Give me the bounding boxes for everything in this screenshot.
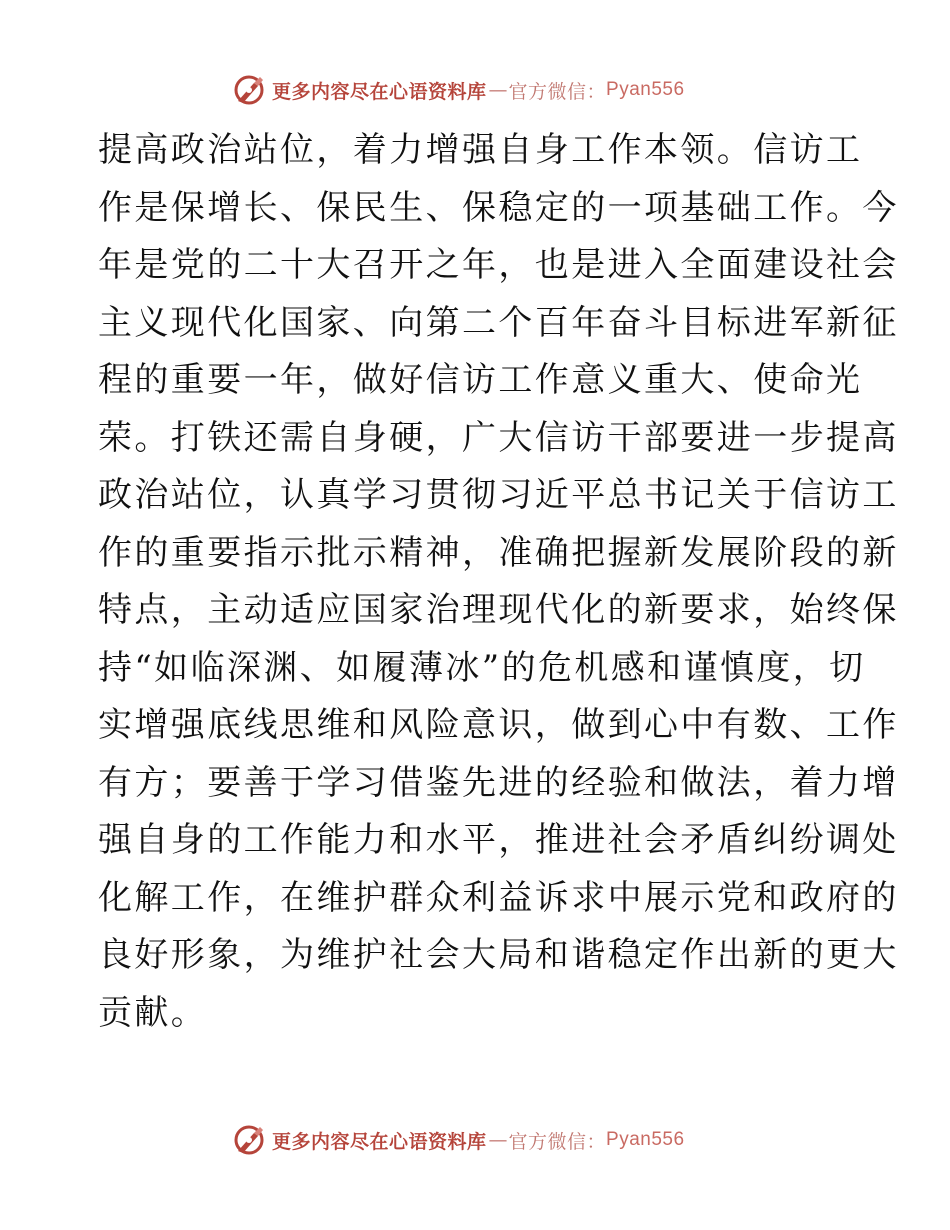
banner-site-name: 更多内容尽在心语资料库	[272, 1130, 487, 1153]
banner-official-label: 官方微信：	[508, 80, 607, 103]
body-line: 有方；要善于学习借鉴先进的经验和做法，着力增	[98, 762, 899, 803]
banner-wechat-id: Pyan556	[606, 79, 685, 100]
body-line: 持“如临深渊、如履薄冰”的危机感和谨慎度，切	[98, 647, 866, 688]
body-line: 化解工作，在维护群众利益诉求中展示党和政府的	[98, 877, 899, 918]
body-line: 贡献。	[98, 992, 208, 1033]
banner-dash: —	[488, 1129, 507, 1151]
banner-dash: —	[488, 79, 507, 101]
body-line: 作是保增长、保民生、保稳定的一项基础工作。今	[98, 187, 899, 228]
header-banner	[232, 72, 685, 108]
body-line: 主义现代化国家、向第二个百年奋斗目标进军新征	[98, 302, 899, 343]
banner-text	[272, 1127, 685, 1154]
body-line: 政治站位，认真学习贯彻习近平总书记关于信访工	[98, 475, 899, 515]
banner-official-label: 官方微信：	[508, 1130, 607, 1153]
body-line: 良好形象，为维护社会大局和谐稳定作出新的更大	[98, 935, 899, 975]
footer-banner	[232, 1122, 685, 1158]
body-line: 年是党的二十大召开之年，也是进入全面建设社会	[98, 245, 899, 285]
body-line: 作的重要指示批示精神，准确把握新发展阶段的新	[98, 532, 899, 573]
body-line: 荣。打铁还需自身硬，广大信访干部要进一步提高	[98, 417, 899, 458]
banner-wechat-id: Pyan556	[606, 1129, 685, 1150]
body-line: 程的重要一年，做好信访工作意义重大、使命光	[98, 360, 863, 400]
banner-site-name: 更多内容尽在心语资料库	[272, 80, 487, 103]
pen-circle-logo-icon	[232, 73, 266, 107]
pen-circle-logo-icon	[232, 1123, 266, 1157]
body-line: 提高政治站位，着力增强自身工作本领。信访工	[98, 130, 863, 170]
banner-text	[272, 77, 685, 104]
document-body	[98, 122, 899, 1042]
body-line: 特点，主动适应国家治理现代化的新要求，始终保	[98, 590, 899, 630]
body-line: 实增强底线思维和风险意识，做到心中有数、工作	[98, 705, 899, 745]
body-line: 强自身的工作能力和水平，推进社会矛盾纠纷调处	[98, 820, 899, 860]
